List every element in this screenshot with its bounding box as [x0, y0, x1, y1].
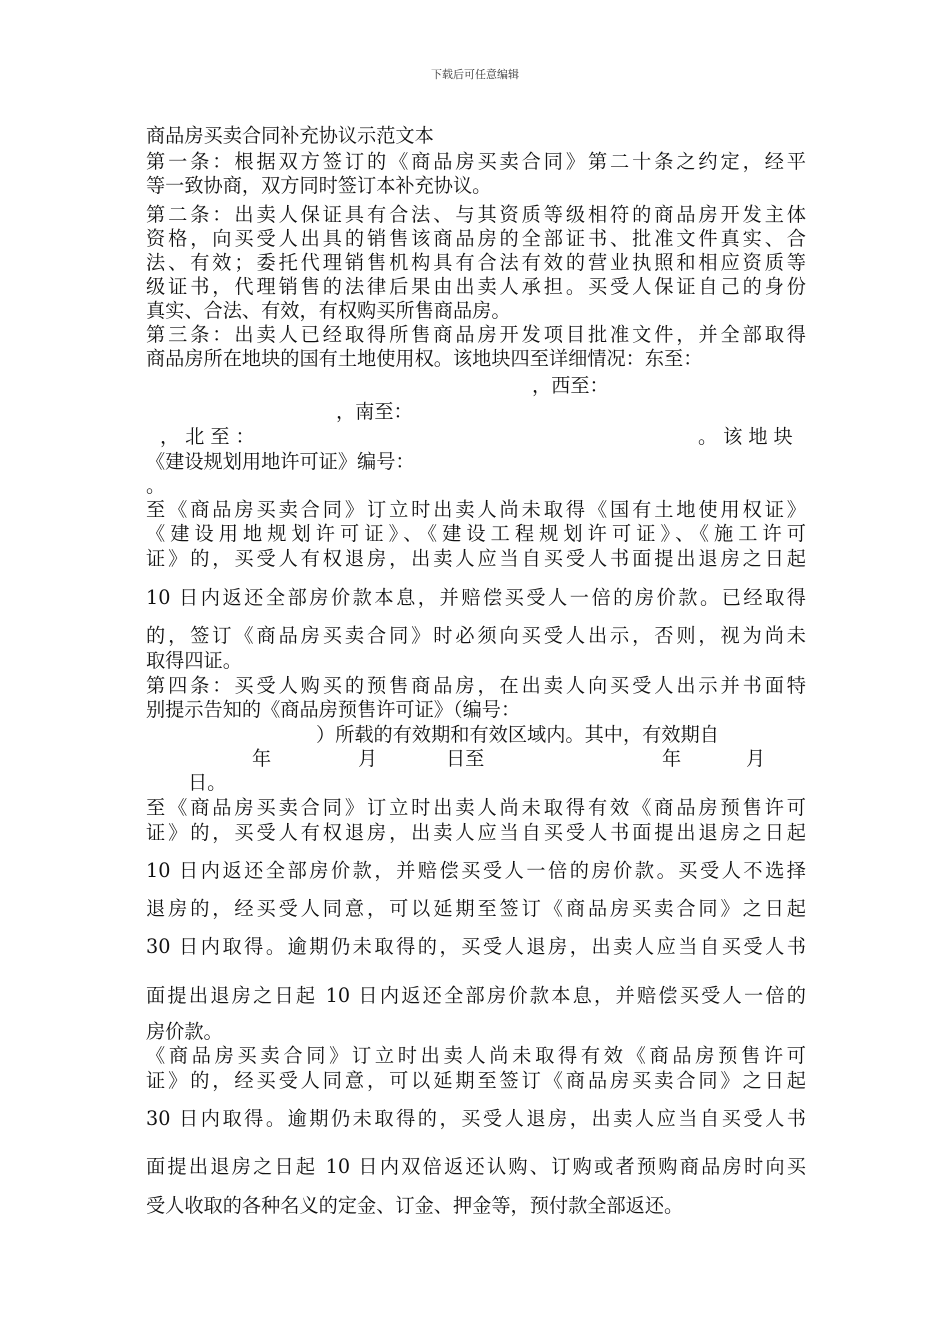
text-line: ，西至：	[532, 374, 609, 397]
text-line: 30 日内取得。逾期仍未取得的，买受人退房，出卖人应当自买受人书	[146, 935, 806, 958]
text-line: 年	[662, 747, 682, 770]
text-line: 证》的，经买受人同意，可以延期至签订《商品房买卖合同》之日起	[146, 1069, 806, 1092]
text-line: 。	[146, 474, 166, 497]
text-line: 第二条：出卖人保证具有合法、与其资质等级相符的商品房开发主体	[146, 203, 806, 226]
text-line: 第一条：根据双方签订的《商品房买卖合同》第二十条之约定，经平	[146, 150, 806, 173]
text-line: 月	[746, 747, 766, 770]
text-line: 第四条：买受人购买的预售商品房，在出卖人向买受人出示并书面特	[146, 674, 806, 697]
text-line: ）所载的有效期和有效区域内。其中，有效期自	[316, 723, 719, 746]
text-line: 《建设用地规划许可证》、《建设工程规划许可证》、《施工许可	[146, 522, 806, 545]
text-line: 证》的，买受人有权退房，出卖人应当自买受人书面提出退房之日起	[146, 547, 806, 570]
text-line: 面提出退房之日起 10 日内返还全部房价款本息，并赔偿买受人一倍的	[146, 984, 806, 1007]
text-line: 受人收取的各种名义的定金、订金、押金等，预付款全部返还。	[146, 1194, 684, 1217]
text-line: 30 日内取得。逾期仍未取得的，买受人退房，出卖人应当自买受人书	[146, 1107, 806, 1130]
text-line: 年	[252, 747, 272, 770]
text-line: 别提示告知的《商品房预售许可证》（编号：	[146, 698, 521, 721]
text-line: 日至	[446, 747, 485, 770]
text-line: 10 日内返还全部房价款本息，并赔偿买受人一倍的房价款。已经取得	[146, 586, 806, 609]
text-line: 取得四证。	[146, 649, 242, 672]
text-line: 月	[358, 747, 378, 770]
text-line: 面提出退房之日起 10 日内双倍返还认购、订购或者预购商品房时向买	[146, 1155, 806, 1178]
text-line: 日。	[188, 771, 227, 794]
text-line: 至《商品房买卖合同》订立时出卖人尚未取得《国有土地使用权证》	[146, 498, 806, 521]
text-line: 《商品房买卖合同》订立时出卖人尚未取得有效《商品房预售许可	[146, 1044, 806, 1067]
text-line: 《建设规划用地许可证》编号：	[146, 450, 415, 473]
text-line: 级证书，代理销售的法律后果由出卖人承担。买受人保证自己的身份	[146, 275, 806, 298]
text-line: 的，签订《商品房买卖合同》时必须向买受人出示，否则，视为尚未	[146, 624, 806, 647]
text-line: 等一致协商，双方同时签订本补充协议。	[146, 174, 492, 197]
document-title: 商品房买卖合同补充协议示范文本	[146, 124, 434, 147]
text-line: 第三条：出卖人已经取得所售商品房开发项目批准文件，并全部取得	[146, 323, 806, 346]
text-line: 商品房所在地块的国有土地使用权。该地块四至详细情况：东至：	[146, 347, 703, 370]
text-line: 法、有效；委托代理销售机构具有合法有效的营业执照和相应资质等	[146, 251, 806, 274]
text-line: 资格，向买受人出具的销售该商品房的全部证书、批准文件真实、合	[146, 227, 806, 250]
text-line: 至《商品房买卖合同》订立时出卖人尚未取得有效《商品房预售许可	[146, 796, 806, 819]
text-line: ，北至：	[160, 425, 261, 448]
text-line: 证》的，买受人有权退房，出卖人应当自买受人书面提出退房之日起	[146, 821, 806, 844]
text-line: ，南至：	[336, 400, 413, 423]
text-line: 10 日内返还全部房价款，并赔偿买受人一倍的房价款。买受人不选择	[146, 859, 806, 882]
text-line: 。该地块	[698, 425, 799, 448]
text-line: 真实、合法、有效，有权购买所售商品房。	[146, 299, 511, 322]
page-header: 下载后可任意编辑	[431, 68, 519, 81]
text-line: 房价款。	[146, 1020, 223, 1043]
text-line: 退房的，经买受人同意，可以延期至签订《商品房买卖合同》之日起	[146, 897, 806, 920]
